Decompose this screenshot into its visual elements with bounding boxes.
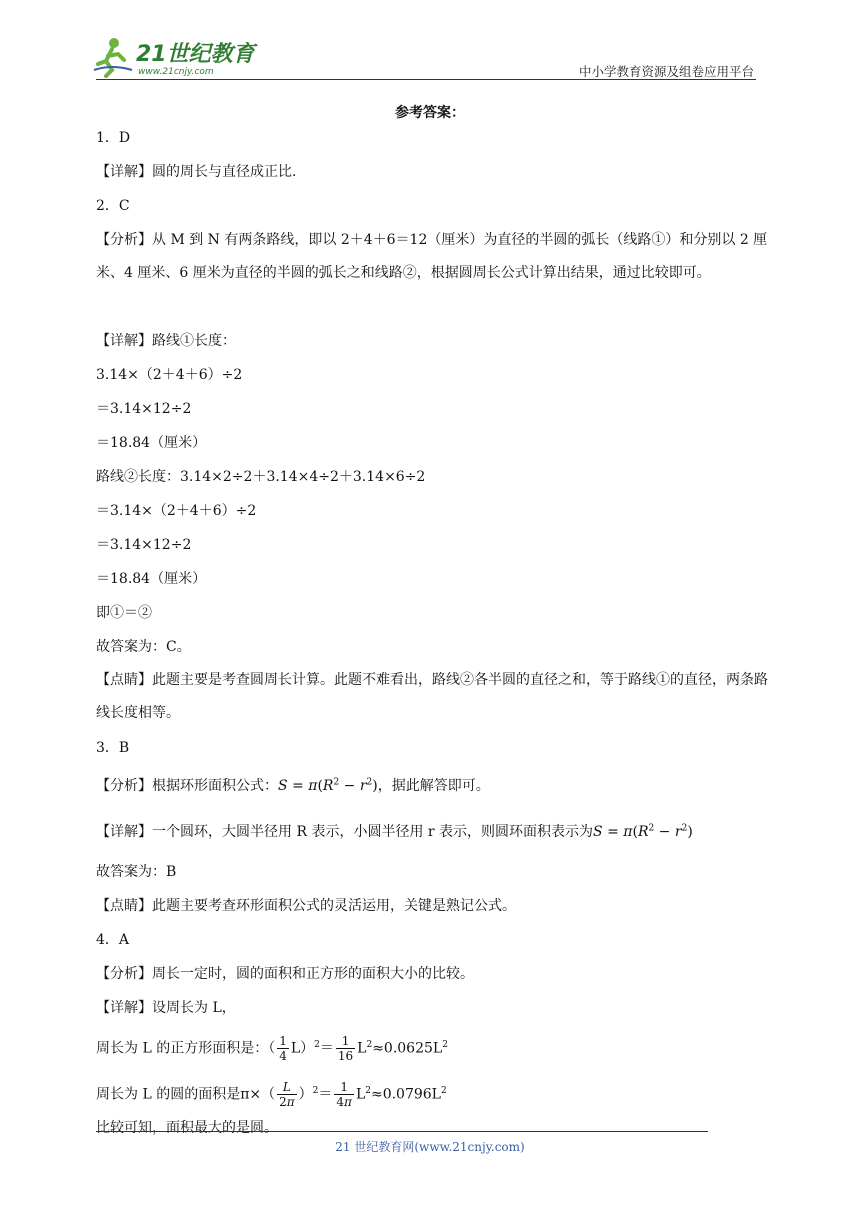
q2-step: ＝18.84（厘米） [96, 435, 207, 451]
q3-analysis: 【分析】根据环形面积公式：$S = \pi(R^2 - r^2)$，据此解答即可。 [96, 777, 490, 794]
q2-step: 即①＝② [96, 605, 152, 621]
q4-circle-area: 周长为 L 的圆的面积是π×（ $\frac{L}{2\pi}$ ）$^2$＝ $\frac{1}{4\pi}$ $L^2\approx 0.0796L^2$ [96, 1080, 447, 1109]
fraction-1-4: $\frac{1}{4}$ [279, 1034, 287, 1063]
q3-detail: 【详解】一个圆环，大圆半径用 R 表示，小圆半径用 r 表示，则圆环面积表示为$S = \pi(R^2 - r^2)$ [96, 823, 693, 840]
q2-comment: 【点睛】此题主要是考查圆周长计算。此题不难看出，路线②各半圆的直径之和，等于路线①的直径，两条路线长度相等。 [96, 672, 768, 721]
q2-answer: 2．C [96, 198, 130, 214]
ring-area-formula: S [278, 778, 288, 794]
ring-area-formula: S [593, 824, 603, 840]
q2-step: ＝3.14×12÷2 [96, 537, 192, 553]
q3-conclusion: 故答案为：B [96, 864, 177, 880]
q4-answer: 4．A [96, 932, 130, 948]
footer-divider [96, 1131, 708, 1132]
q3-comment: 【点睛】此题主要考查环形面积公式的灵活运用，关键是熟记公式。 [96, 898, 516, 914]
q4-square-area: 周长为 L 的正方形面积是：（ $\frac{1}{4}$ L）$^2$＝ $\frac{1}{16}$ $L^2\approx 0.0625L^2$ [96, 1034, 448, 1063]
q2-step: 3.14×（2＋4＋6）÷2 [96, 367, 243, 383]
platform-name: 中小学教育资源及组卷应用平台 [578, 64, 754, 79]
footer-link[interactable]: 21 世纪教育网(www.21cnjy.com) [335, 1140, 525, 1154]
q4-analysis: 【分析】周长一定时，圆的面积和正方形的面积大小的比较。 [96, 966, 474, 982]
q2-step: 故答案为：C。 [96, 639, 191, 655]
q4-detail: 【详解】设周长为 L， [96, 1000, 236, 1016]
q2-step: 路线②长度：3.14×2÷2＋3.14×4÷2＋3.14×6÷2 [96, 469, 426, 485]
q4-square-pre: 周长为 L 的正方形面积是： [96, 1040, 269, 1057]
fraction-L-2pi: $\frac{L}{2\pi}$ [279, 1080, 295, 1109]
q1-detail: 【详解】圆的周长与直径成正比． [96, 164, 306, 180]
q2-step: ＝18.84（厘米） [96, 571, 207, 587]
q4-conclusion: 比较可知，面积最大的是圆。 [96, 1120, 278, 1136]
q3-analysis-post: ，据此解答即可。 [377, 778, 490, 794]
brand-logo [92, 34, 262, 78]
page-title: 参考答案： [395, 105, 465, 121]
fraction-1-4pi: $\frac{1}{4\pi}$ [336, 1080, 352, 1109]
q3-detail-pre: 【详解】一个圆环，大圆半径用 R 表示，小圆半径用 r 表示，则圆环面积表示为 [96, 824, 594, 840]
q2-detail-head: 【详解】路线①长度： [96, 333, 236, 349]
q3-analysis-pre: 【分析】根据环形面积公式： [96, 778, 278, 794]
fraction-1-16: $\frac{1}{16}$ [337, 1034, 354, 1063]
q2-analysis: 【分析】从 M 到 N 有两条路线，即以 2＋4＋6＝12（厘米）为直径的半圆的弧长（线路①）和分别以 2 厘米、4 厘米、6 厘米为直径的半圆的弧长之和线路②，根据圆周长公式计算出结果，通过比较即可。 [96, 232, 768, 281]
q3-answer: 3．B [96, 740, 130, 756]
runner-logo-icon [92, 34, 262, 78]
q1-answer: 1．D [96, 130, 131, 146]
q4-circle-pre: 周长为 L 的圆的面积是π× [96, 1086, 262, 1103]
q2-step: ＝3.14×12÷2 [96, 401, 192, 417]
q4-square-result: L [357, 1040, 367, 1057]
logo-text: 21世纪教育 [136, 42, 255, 67]
q2-step: ＝3.14×（2＋4＋6）÷2 [96, 503, 257, 519]
header-divider [96, 79, 756, 80]
logo-url: www.21cnjy.com [138, 67, 214, 77]
q4-circle-result: L [355, 1086, 366, 1103]
q4-square-approx: ≈0.0625L [372, 1040, 443, 1057]
q4-circle-approx: ≈0.0796L [370, 1086, 441, 1103]
